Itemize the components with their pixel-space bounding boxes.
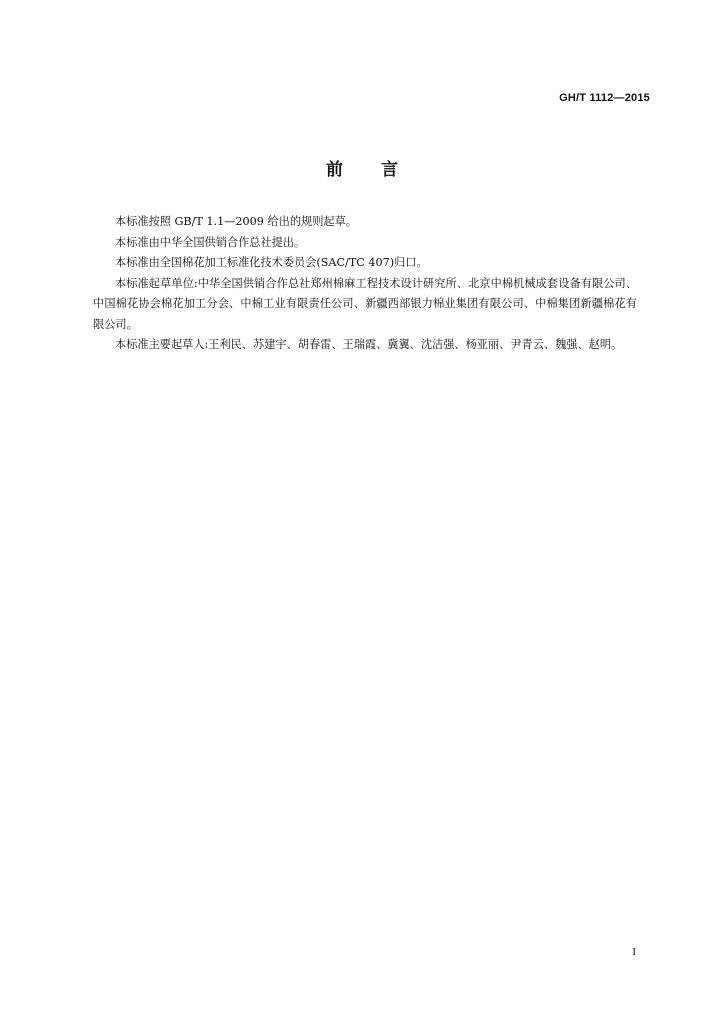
standard-code: GH/T 1112—2015 [559, 92, 650, 104]
foreword-title: 前言 [326, 160, 436, 180]
paragraph-proposer: 本标准由中华全国供销合作总社提出。 [115, 235, 306, 249]
page-number: I [632, 946, 636, 958]
paragraph-drafting-units: 本标准起草单位:中华全国供销合作总社郑州棉麻工程技术设计研究所、北京中棉机械成套设备有限公司、中国棉花协会棉花加工分会、中棉工业有限责任公司、新疆西部银力棉业集团有限公司、中棉集团新疆棉花有限公司。 [93, 276, 637, 331]
paragraph-drafters: 本标准主要起草人:王利民、苏建宇、胡春雷、王瑞霞、冀翼、沈洁强、杨亚丽、尹青云、魏强、赵明。 [115, 338, 623, 351]
foreword-body [93, 212, 637, 356]
paragraph-drafting-rules: 本标准按照 GB/T 1.1—2009 给出的规则起草。 [115, 215, 357, 228]
paragraph-technical-committee: 本标准由全国棉花加工标准化技术委员会(SAC/TC 407)归口。 [115, 256, 428, 269]
